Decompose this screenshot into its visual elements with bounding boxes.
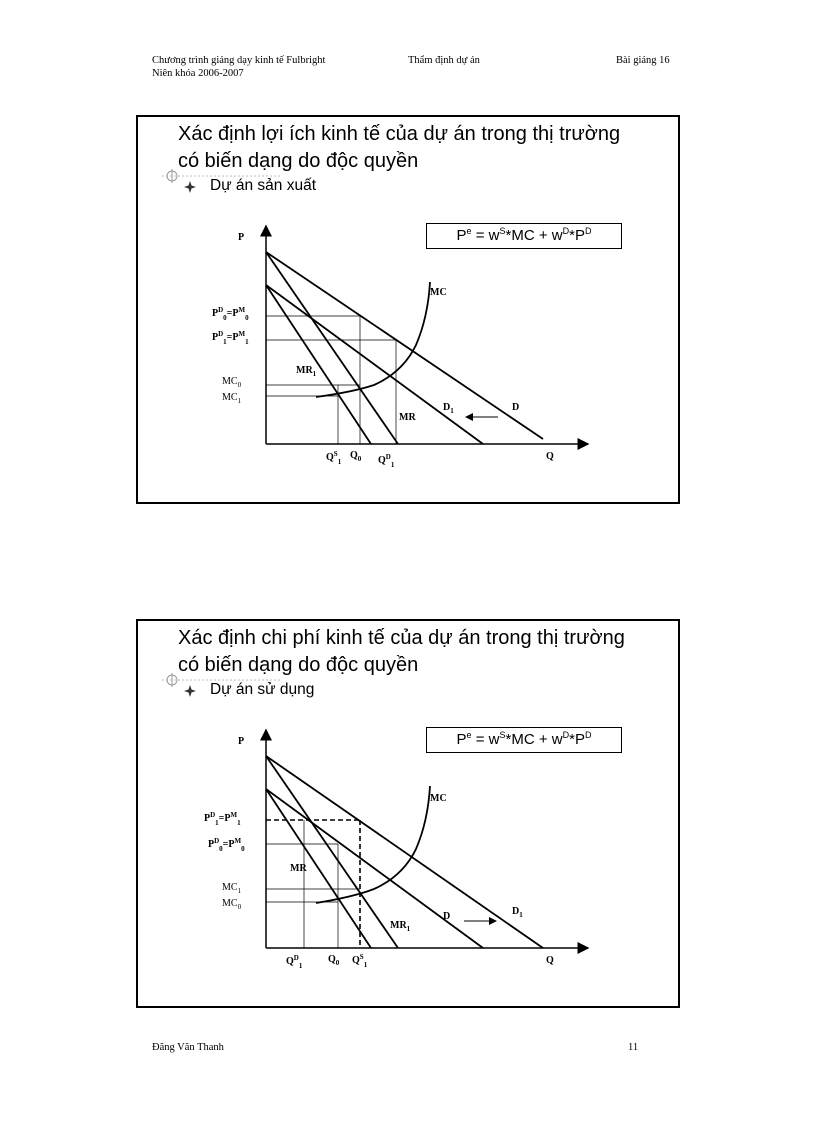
label-mc-curve: MC bbox=[430, 287, 447, 298]
slide-1 bbox=[136, 115, 680, 504]
label-mr1: $MR_1$ bbox=[296, 365, 317, 378]
label-q0: $Q_0$ bbox=[350, 450, 362, 463]
label-mc-curve: MC bbox=[430, 793, 447, 804]
mr1-curve bbox=[266, 756, 398, 948]
label-mc1: $MC_1$ bbox=[222, 392, 242, 405]
label-d1: $D_1$ bbox=[443, 402, 454, 415]
label-d: D bbox=[512, 402, 520, 413]
title-line-1: Xác định chi phí kinh tế của dự án trong thị trường bbox=[178, 627, 625, 649]
mr-curve bbox=[266, 252, 398, 444]
title-line-2: có biến dạng do độc quyền bbox=[178, 654, 419, 676]
label-d1: $D_1$ bbox=[512, 906, 523, 919]
label-qd1: $Q^D_1$ bbox=[286, 954, 303, 970]
x-axis-label: Q bbox=[546, 451, 554, 462]
demand-curve-d bbox=[266, 252, 543, 439]
formula-box: $P^e = w^S*MC + w^D*P^D$ bbox=[426, 727, 622, 753]
label-qs1: $Q^S_1$ bbox=[326, 450, 342, 466]
bullet-text: Dự án sử dụng bbox=[210, 681, 315, 698]
mr-curve bbox=[266, 789, 371, 948]
monopoly-chart-consumption bbox=[138, 621, 682, 1010]
label-pd0-pm0: $P^D_0=P^M_0$ bbox=[208, 837, 245, 853]
label-mc0: $MC_0$ bbox=[222, 898, 242, 911]
label-pd1-pm1: $P^D_1=P^M_1$ bbox=[204, 811, 241, 827]
label-qs1: $Q^S_1$ bbox=[352, 953, 368, 969]
label-mr: MR bbox=[399, 412, 416, 423]
label-d: D bbox=[443, 911, 451, 922]
header-lecture: Bài giảng 16 bbox=[616, 55, 670, 66]
title-line-1: Xác định lợi ích kinh tế của dự án trong thị trường bbox=[178, 123, 621, 145]
label-pd1-pm1: $P^D_1=P^M_1$ bbox=[212, 330, 249, 346]
label-mr1: $MR_1$ bbox=[390, 920, 411, 933]
monopoly-chart-production bbox=[138, 117, 682, 506]
footer-author: Đăng Văn Thanh bbox=[152, 1042, 224, 1053]
title-line-2: có biến dạng do độc quyền bbox=[178, 150, 419, 172]
header-subject: Thẩm định dự án bbox=[408, 55, 480, 66]
mc-curve bbox=[316, 282, 430, 397]
label-mc0: $MC_0$ bbox=[222, 376, 242, 389]
slide-2 bbox=[136, 619, 680, 1008]
label-pd0-pm0: $P^D_0=P^M_0$ bbox=[212, 306, 249, 322]
label-mc1: $MC_1$ bbox=[222, 882, 242, 895]
header-course: Chương trình giảng dạy kinh tế Fulbright bbox=[152, 55, 326, 66]
bullet-text: Dự án sản xuất bbox=[210, 177, 317, 194]
label-qd1: $Q^D_1$ bbox=[378, 453, 395, 469]
label-mr: MR bbox=[290, 863, 307, 874]
label-q0: $Q_0$ bbox=[328, 954, 340, 967]
footer-page-number: 11 bbox=[628, 1042, 639, 1053]
y-axis-label: P bbox=[238, 736, 245, 747]
header-year: Niên khóa 2006-2007 bbox=[152, 68, 244, 79]
x-axis-label: Q bbox=[546, 955, 554, 966]
formula-box: $P^e = w^S*MC + w^D*P^D$ bbox=[426, 223, 622, 249]
mr1-curve bbox=[266, 285, 371, 444]
y-axis-label: P bbox=[238, 232, 245, 243]
